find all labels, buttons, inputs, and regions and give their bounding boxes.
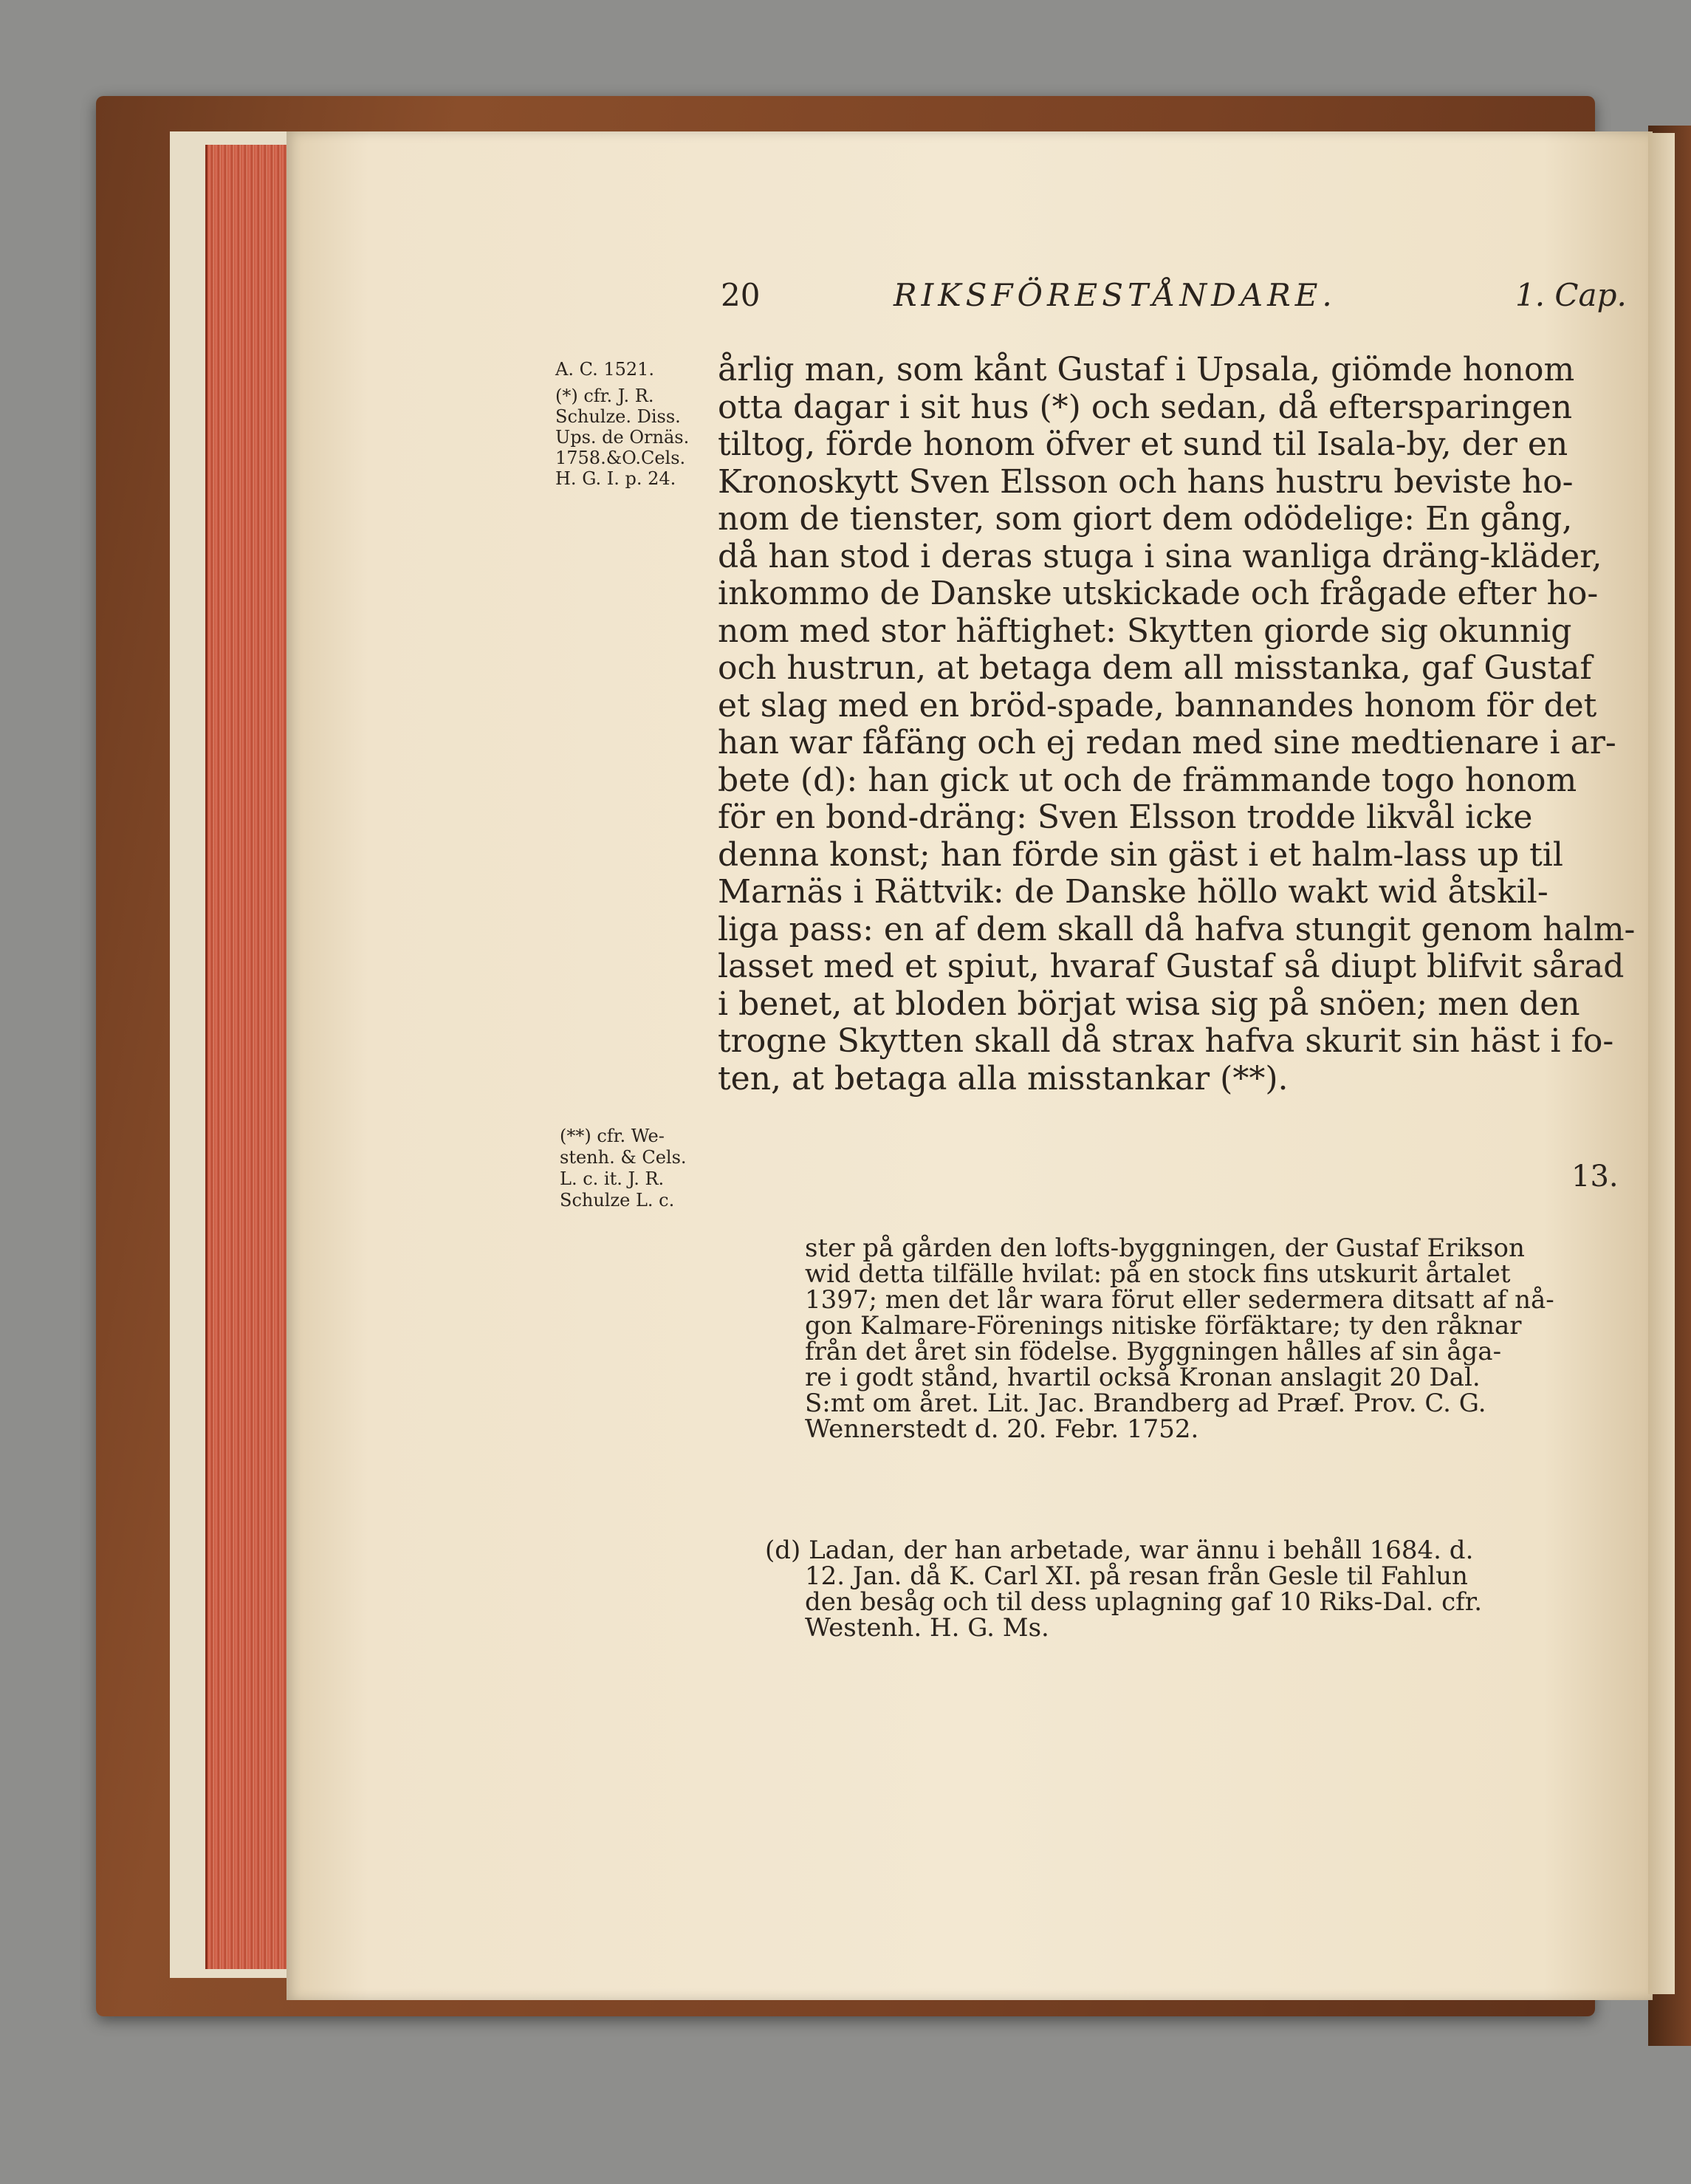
- footnote-line: Wennerstedt d. 20. Febr. 1752.: [805, 1414, 1199, 1444]
- footnote-line: ster på gården den lofts-byggningen, der Gustaf Erikson: [805, 1233, 1525, 1263]
- body-line: nom med stor häftighet: Skytten giorde sig okunnig: [718, 612, 1572, 650]
- body-line: lasset med et spiut, hvaraf Gustaf så diupt blifvit sårad: [718, 948, 1625, 985]
- footnote-line: Westenh. H. G. Ms.: [805, 1613, 1049, 1643]
- body-line: otta dagar i sit hus (*) och sedan, då eftersparingen: [718, 388, 1573, 426]
- body-line: årlig man, som kånt Gustaf i Upsala, giömde honom: [718, 351, 1575, 388]
- body-line: tiltog, förde honom öfver et sund til Isala-by, der en: [718, 425, 1568, 463]
- body-text: [718, 352, 1635, 1098]
- running-title: RIKSFÖRESTÅNDARE.: [893, 277, 1337, 313]
- body-line: liga pass: en af dem skall då hafva stungit genom halm-: [718, 910, 1636, 948]
- side-note: A. C. 1521. (*) cfr. J. R. Schulze. Diss. Ups. de Ornäs. 1758.&O.Cels. H. G. I. p. 24.: [555, 359, 690, 489]
- body-line: nom de tienster, som giort dem odödelige: En gång,: [718, 500, 1573, 538]
- body-line: et slag med en bröd-spade, bannandes honom för det: [718, 686, 1597, 725]
- body-line: ten, at betaga alla misstankar (**).: [718, 1059, 1289, 1098]
- footnote-line: den besåg och til dess uplagning gaf 10 Riks-Dal. cfr.: [805, 1587, 1483, 1617]
- page-number: 20: [721, 277, 761, 313]
- footnote-line: re i godt stånd, hvartil också Kronan anslagit 20 Dal.: [805, 1363, 1481, 1392]
- body-line: och hustrun, at betaga dem all misstanka, gaf Gustaf: [718, 649, 1592, 687]
- footnote-line: gon Kalmare-Förenings nitiske förfäktare; ty den råknar: [805, 1311, 1522, 1341]
- body-line: då han stod i deras stuga i sina wanliga dräng-kläder,: [718, 537, 1602, 575]
- footnote-line: 1397; men det lår wara förut eller sedermera ditsatt af nå-: [805, 1285, 1554, 1315]
- body-line: denna konst; han förde sin gäst i et halm-lass up til: [718, 835, 1563, 874]
- section-number: 13.: [1571, 1160, 1619, 1194]
- page-edges: [205, 145, 290, 1969]
- body-line: inkommo de Danske utskickade och frågade efter ho-: [718, 575, 1599, 612]
- footnote-line: 12. Jan. då K. Carl XI. på resan från Gesle til Fahlun: [805, 1561, 1468, 1591]
- footnote-line: (d) Ladan, der han arbetade, war ännu i behåll 1684. d.: [765, 1536, 1474, 1565]
- footnote-line: wid detta tilfälle hvilat: på en stock fins utskurit årtalet: [805, 1259, 1511, 1289]
- footnote-line: S:mt om året. Lit. Jac. Brandberg ad Præf. Prov. C. G.: [805, 1389, 1486, 1418]
- footnote-c: [805, 1233, 1554, 1444]
- body-line: Kronoskytt Sven Elsson och hans hustru beviste ho-: [718, 462, 1574, 501]
- side-note-2: (**) cfr. We- stenh. & Cels. L. c. it. J. R. Schulze L. c.: [560, 1126, 687, 1211]
- body-line: han war fåfäng och ej redan med sine medtienare i ar-: [718, 724, 1616, 761]
- body-line: bete (d): han gick ut och de främmande togo honom: [718, 761, 1577, 799]
- footnote-line: från det året sin födelse. Byggningen hålles af sin åga-: [805, 1337, 1502, 1366]
- body-line: Marnäs i Rättvik: de Danske höllo wakt wid åtskil-: [718, 873, 1548, 911]
- facing-page-gutter: [1648, 133, 1675, 1994]
- footnote-d: [765, 1538, 1482, 1641]
- body-line: trogne Skytten skall då strax hafva skurit sin häst i fo-: [718, 1022, 1614, 1060]
- body-line: för en bond-dräng: Sven Elsson trodde likvål icke: [718, 798, 1533, 836]
- chapter-label: 1. Cap.: [1515, 277, 1627, 313]
- body-line: i benet, at bloden börjat wisa sig på snöen; men den: [718, 985, 1580, 1023]
